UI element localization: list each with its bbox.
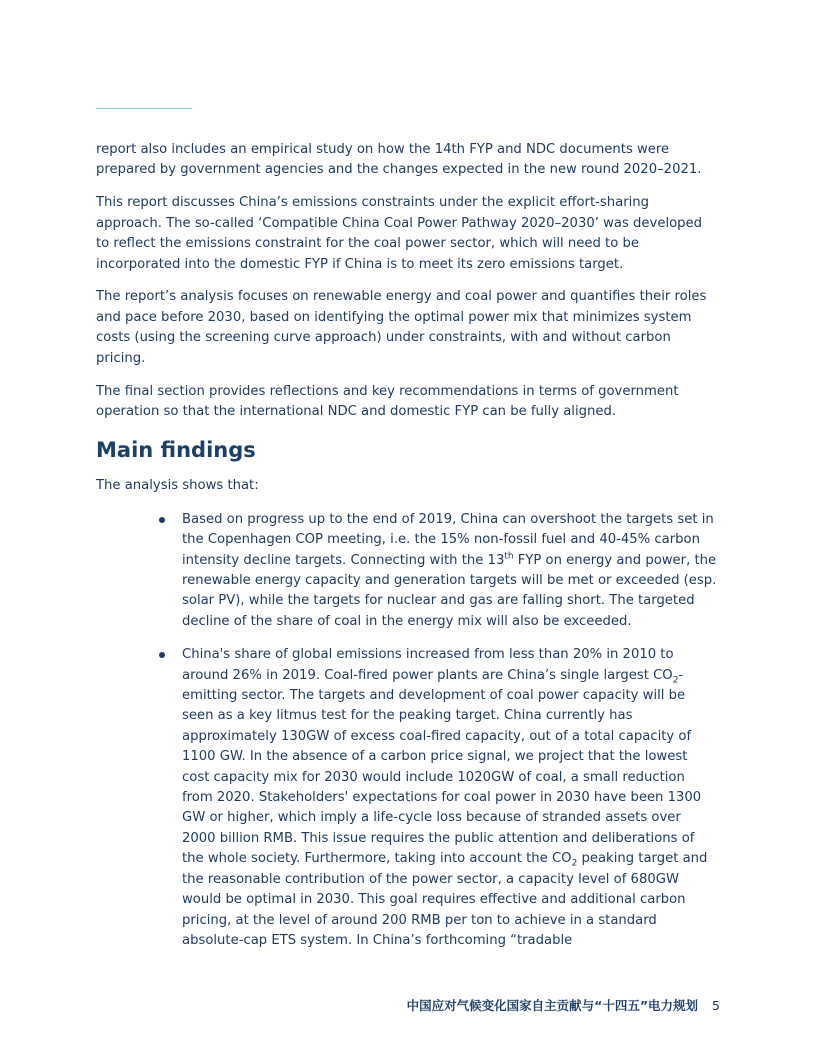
intro-text: The analysis shows that: [96,478,259,494]
findings-list [96,510,718,952]
footer-title: 中国应对气候变化国家自主贡献与“十四五”电力规划 [406,998,699,1013]
paragraph-2: This report discusses China’s emissions constraints under the explicit effort-sharing approach. The so-called ‘Compatible China Coal Power Pathway 2020–2030’ was developed to reflect the emissions constraint for the coal power sector, which will need to be incorporated into the domestic FYP if China is to meet its zero emissions target. [96,195,703,272]
section-heading: Main findings [96,438,256,463]
bullet-icon [159,652,165,658]
header-rule [96,108,192,109]
page-number: 5 [712,998,720,1013]
bullet-text: China's share of global emissions increased from less than 20% in 2010 to around 26% in 2019. Coal-fired power plants are China’s single largest CO [182,647,674,683]
subscript: 2 [571,858,578,869]
list-item [182,645,718,951]
paragraph-3: The report’s analysis focuses on renewable energy and coal power and quantifies their roles and pace before 2030, based on identifying the optimal power mix that minimizes system costs (using the screening curve approach) under constraints, with and without carbon pricing. [96,289,707,366]
paragraph-4: The final section provides reflections and key recommendations in terms of government operation so that the international NDC and domestic FYP can be fully aligned. [96,383,679,419]
bullet-text: FYP on energy and power, the renewable energy capacity and generation targets will be met or exceeded (esp. solar PV), while the targets for nuclear and gas are falling short. The targeted decline of the share of coal in the energy mix will also be exceeded. [182,552,717,629]
bullet-text: peaking target and the reasonable contribution of the power sector, a capacity level of 680GW would be optimal in 2030. This goal requires effective and additional carbon pricing, at the level of around 200 RMB per ton to achieve in a standard absolute-cap ETS system. In China’s forthcoming “tradable [182,851,708,948]
bullet-text: Based on progress up to the end of 2019, China can overshoot the targets set in the Copenhagen COP meeting, i.e. the 15% non-fossil fuel and 40-45% carbon intensity decline targets. Connecting with the 13 [182,511,714,568]
subscript: 2 [672,675,679,686]
bullet-icon [159,517,165,523]
paragraph-1: report also includes an empirical study on how the 14th FYP and NDC documents were prepared by government agencies and the changes expected in the new round 2020–2021. [96,142,702,178]
bullet-text: -emitting sector. The targets and development of coal power capacity will be seen as a key litmus test for the peaking target. China currently has approximately 130GW of excess coal-fired capacity, out of a total capacity of 1100 GW. In the absence of a carbon price signal, we project that the lowest cost capacity mix for 2030 would include 1020GW of coal, a small reduction from 2020. Stakeholders' expectations for coal power in 2030 have been 1300 GW or higher, which imply a life-cycle loss because of stranded assets over 2000 billion RMB. This issue requires the public attention and deliberations of the whole society. Furthermore, taking into account the CO [182,667,702,867]
page-footer [407,996,720,1014]
list-item [182,510,718,632]
page-body [96,140,718,964]
superscript: th [504,551,514,562]
